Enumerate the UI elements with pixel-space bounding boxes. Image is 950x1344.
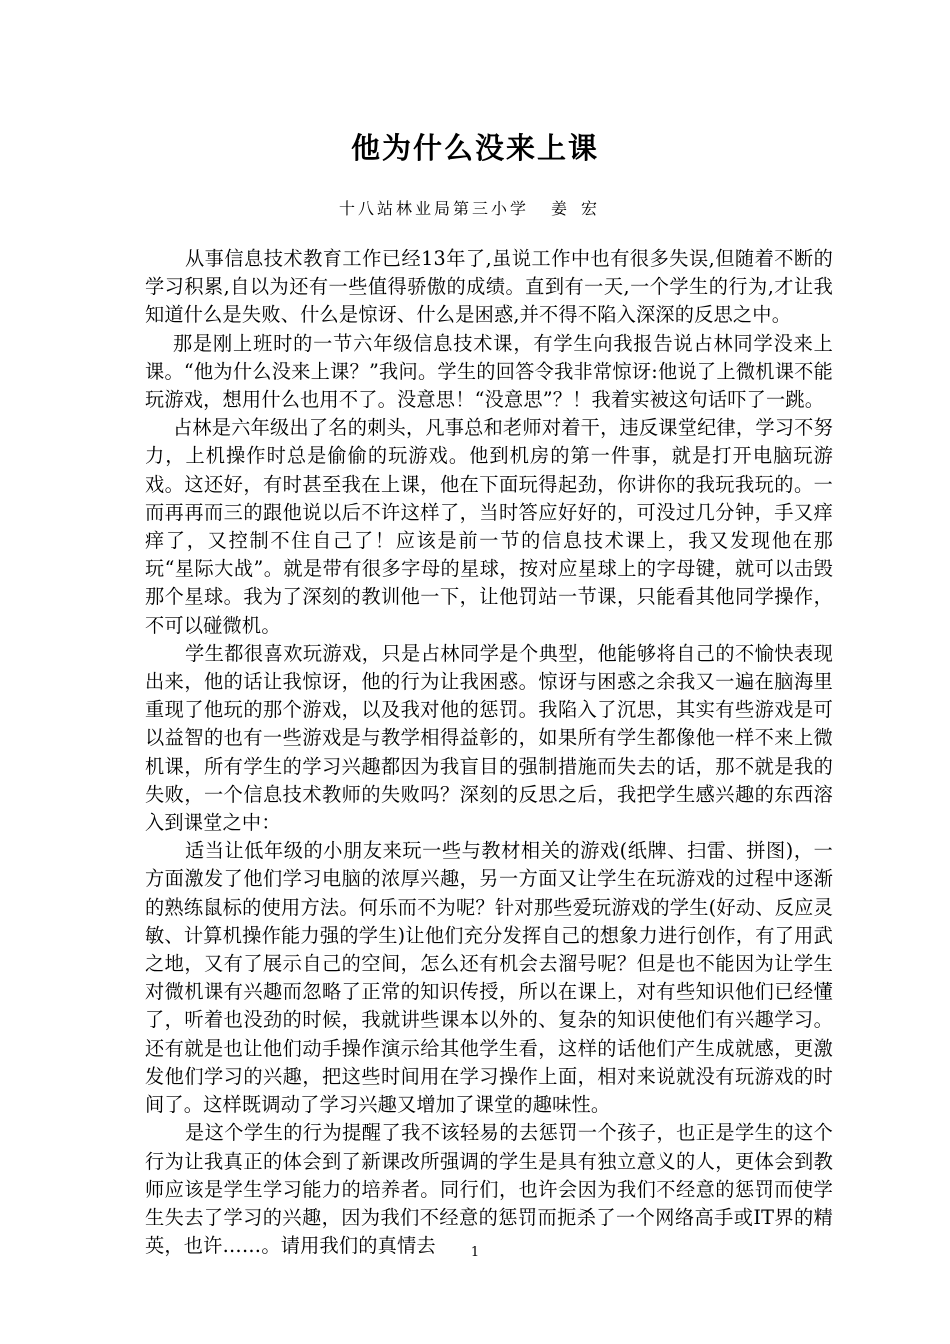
paragraph-6: 是这个学生的行为提醒了我不该轻易的去惩罚一个孩子，也正是学生的这个行为让我真正的体会到了新课改所强调的学生是具有独立意义的人，更体会到教师应该是学生学习能力的培养者。同行们，也许会因为我们不经意的惩罚而使学生失去了学习的兴趣，因为我们不经意的惩罚而扼杀了一个网络高手或IT界的精英，也许……。请用我们的真情去	[145, 1121, 833, 1258]
byline	[0, 197, 950, 221]
paragraph-3: 占林是六年级出了名的刺头，凡事总和老师对着干，违反课堂纪律，学习不努力，上机操作时总是偷偷的玩游戏。他到机房的第一件事，就是打开电脑玩游戏。这还好，有时甚至我在上课，他在下面玩得起劲，你讲你的我玩我玩的。一而再再而三的跟他说以后不许这样了，当时答应好好的，可没过几分钟，手又痒痒了，又控制不住自己了！应该是前一节的信息技术课上，我又发现他在那玩“星际大战”。就是带有很多字母的星球，按对应星球上的字母键，就可以击毁那个星球。我为了深刻的教训他一下，让他罚站一节课，只能看其他同学操作，不可以碰微机。	[145, 416, 833, 637]
paragraph-2: 那是刚上班时的一节六年级信息技术课，有学生向我报告说占林同学没来上课。“他为什么没来上课？”我问。学生的回答令我非常惊讶:他说了上微机课不能玩游戏，想用什么也用不了。没意思！“没意思”？！我着实被这句话吓了一跳。	[145, 331, 833, 412]
paragraph-1: 从事信息技术教育工作已经13年了,虽说工作中也有很多失误,但随着不断的学习积累,自以为还有一些值得骄傲的成绩。直到有一天,一个学生的行为,才让我知道什么是失败、什么是惊讶、什么是困惑,并不得不陷入深深的反思之中。	[145, 247, 833, 327]
paragraph-4: 学生都很喜欢玩游戏，只是占林同学是个典型，他能够将自己的不愉快表现出来，他的话让我惊讶，他的行为让我困惑。惊讶与困惑之余我又一遍在脑海里重现了他玩的那个游戏，以及我对他的惩罚。我陷入了沉思，其实有些游戏是可以益智的也有一些游戏是与教学相得益彰的，如果所有学生都像他一样不来上微机课，所有学生的学习兴趣都因为我盲目的强制措施而失去的话，那不就是我的失败，一个信息技术教师的失败吗？深刻的反思之后，我把学生感兴趣的东西溶入到课堂之中：	[145, 641, 833, 835]
page-number: 1	[470, 1245, 480, 1260]
byline-author: 姜宏	[551, 199, 612, 218]
byline-school: 十八站林业局第三小学	[338, 199, 529, 218]
article-body	[145, 245, 833, 1260]
document-title: 他为什么没来上课	[350, 131, 599, 165]
paragraph-5: 适当让低年级的小朋友来玩一些与教材相关的游戏(纸牌、扫雷、拼图)，一方面激发了他们学习电脑的浓厚兴趣，另一方面又让学生在玩游戏的过程中逐渐的熟练鼠标的使用方法。何乐而不为呢？针对那些爱玩游戏的学生(好动、反应灵敏、计算机操作能力强的学生)让他们充分发挥自己的想象力进行创作，有了用武之地，又有了展示自己的空间，怎么还有机会去溜号呢？但是也不能因为让学生对微机课有兴趣而忽略了正常的知识传授，所以在课上，对有些知识他们已经懂了，听着也没劲的时候，我就讲些课本以外的、复杂的知识使他们有兴趣学习。还有就是也让他们动手操作演示给其他学生看，这样的话他们产生成就感，更激发他们学习的兴趣，把这些时间用在学习操作上面，相对来说就没有玩游戏的时间了。这样既调动了学习兴趣又增加了课堂的趣味性。	[145, 839, 833, 1117]
